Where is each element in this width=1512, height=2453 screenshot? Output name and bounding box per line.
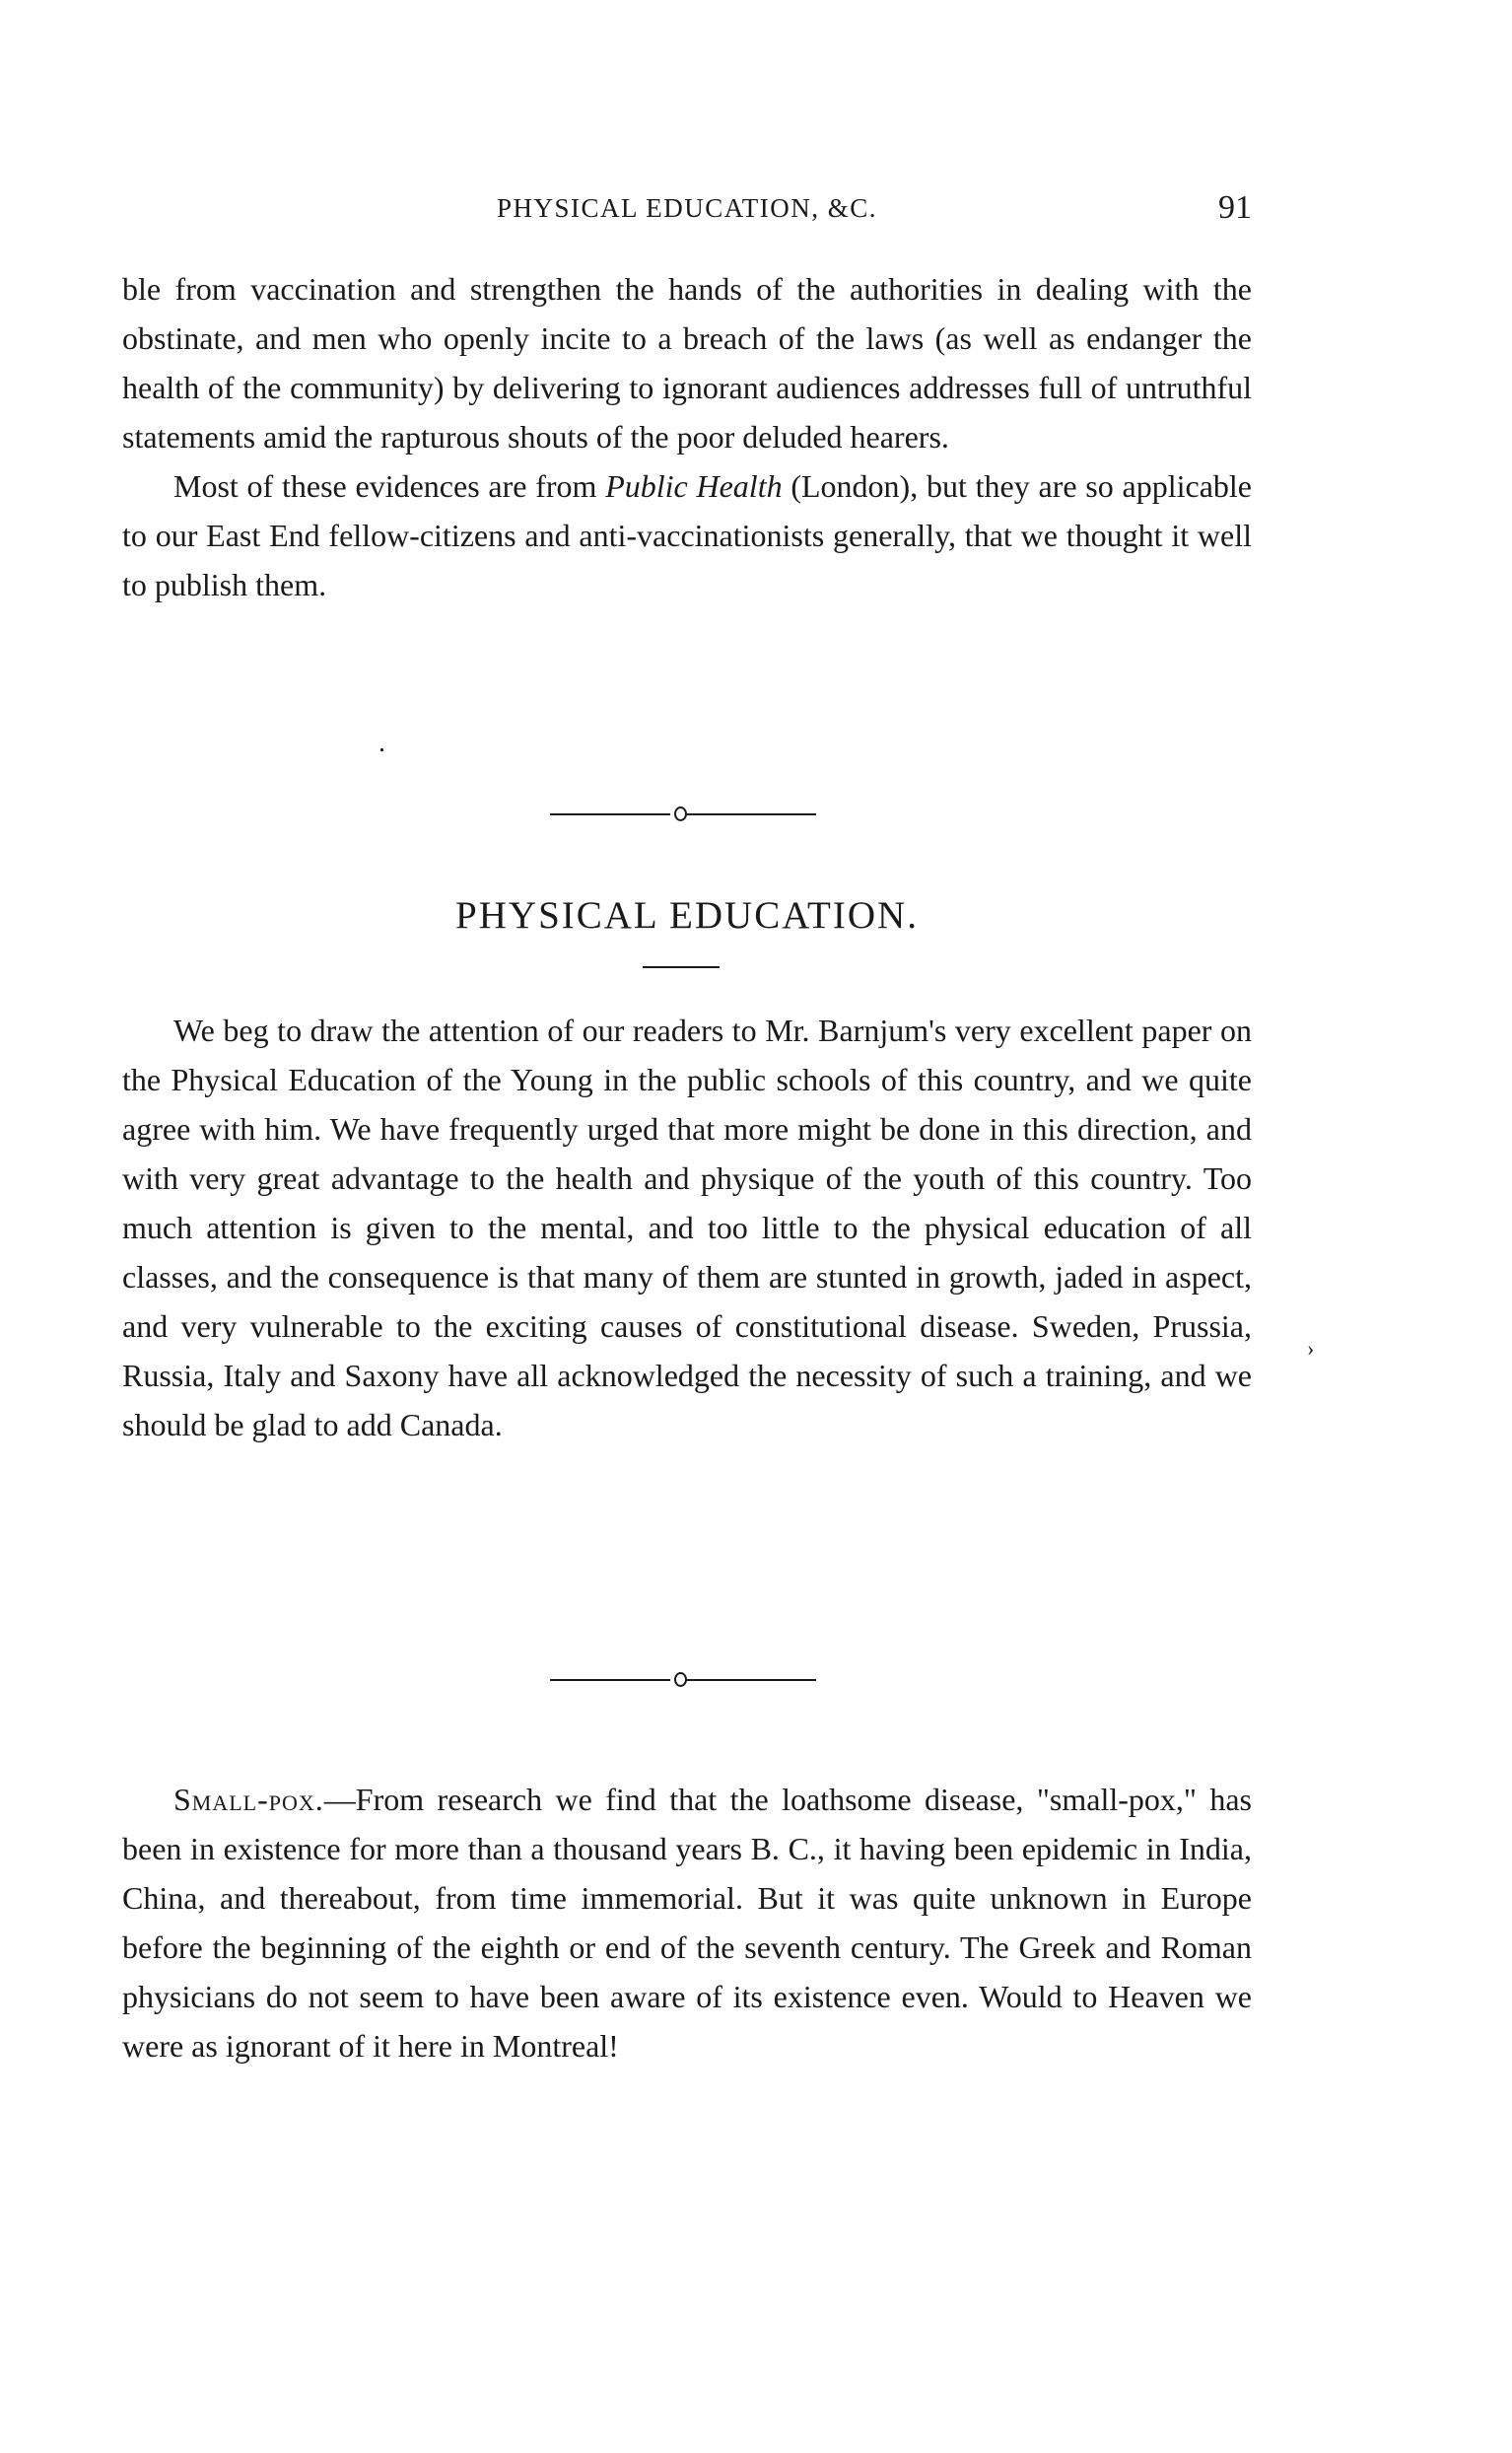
divider-rule-left xyxy=(550,813,670,815)
smallpox-body: —From research we find that the loathsome disease, "small-pox," has been in existence for more than a thousand years B. C., it having been epidemic in India, China, and thereabout, from time immemorial. But it was quite unknown in Europe before the beginning of the eighth or end of the seventh century. The Greek and Roman physicians do not seem to have been aware of its existence even. Would to Heaven we were as ignorant of it here in Montreal! xyxy=(122,1782,1252,2064)
physical-education-block xyxy=(122,1006,1252,1449)
evidence-text-end: (London), but they are so applicable to our East End fellow-citizens and anti-vaccinationists generally, that we thought it well to publish them. xyxy=(122,468,1253,602)
continued-paragraph-block xyxy=(122,264,1252,609)
divider-rule-right xyxy=(686,813,816,815)
section-divider xyxy=(550,804,816,823)
evidence-text-start: Most of these evidences are from xyxy=(173,468,606,504)
running-head xyxy=(122,189,1252,233)
continued-paragraph: ble from vaccination and strengthen the hands of the authorities in dealing with the obstinate, and men who openly incite to a breach of the laws (as well as endanger the health of the community) by delivering to ignorant audiences addresses full of untruthful statements amid the rapturous shouts of the poor deluded hearers. xyxy=(122,271,1252,455)
section-heading: PHYSICAL EDUCATION. xyxy=(455,894,919,937)
section-divider-2 xyxy=(550,1669,816,1689)
physical-education-paragraph: We beg to draw the attention of our readers to Mr. Barnjum's very excellent paper on the Physical Education of the Young in the public schools of this country, and we quite agree with him. We have frequently urged that more might be done in this direction, and with very great advantage to the health and physique of the youth of this country. Too much attention is given to the mental, and too little to the physical education of all classes, and the consequence is that many of them are stunted in growth, jaded in aspect, and very vulnerable to the exciting causes of constitutional disease. Sweden, Prussia, Russia, Italy and Saxony have all acknowledged the necessity of such a training, and we should be glad to add Canada. xyxy=(122,1013,1252,1442)
page-number: 91 xyxy=(1218,189,1252,226)
smallpox-block xyxy=(122,1775,1252,2070)
evidence-paragraph xyxy=(122,461,1252,609)
smallpox-lead: Small-pox. xyxy=(173,1782,324,1817)
divider-rule-right xyxy=(686,1679,816,1681)
running-title: PHYSICAL EDUCATION, &C. xyxy=(496,193,877,223)
smallpox-paragraph xyxy=(122,1775,1252,2070)
heading-rule xyxy=(643,966,720,968)
stray-mark: › xyxy=(1307,1336,1315,1361)
source-title: Public Health xyxy=(605,468,783,504)
stray-dot: . xyxy=(378,728,385,758)
divider-rule-left xyxy=(550,1679,670,1681)
